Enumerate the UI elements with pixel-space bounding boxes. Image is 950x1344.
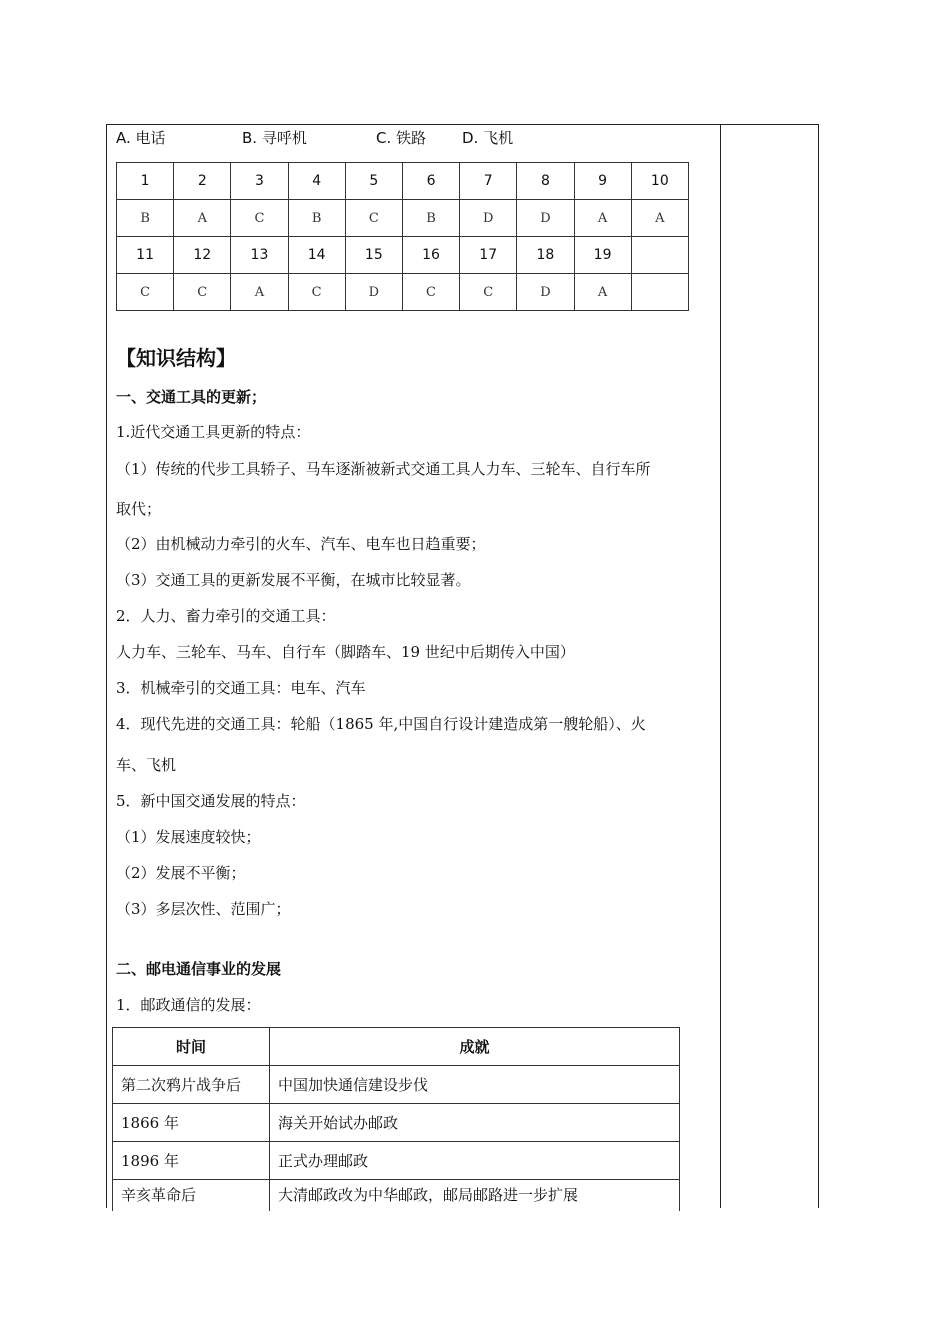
postal-history-table — [112, 1027, 680, 1211]
answer-letter: C — [460, 274, 517, 311]
question-number: 9 — [574, 163, 631, 200]
table-row — [113, 1104, 680, 1142]
answer-letter: B — [402, 200, 459, 237]
answer-letter: A — [631, 200, 688, 237]
option-c: C. 铁路 — [376, 129, 427, 147]
answer-letter: D — [517, 200, 574, 237]
question-number: 18 — [517, 237, 574, 274]
question-number — [631, 237, 688, 274]
text-line: 3．机械牵引的交通工具：电车、汽车 — [116, 679, 366, 697]
answer-letter: A — [574, 200, 631, 237]
section-heading-transport: 一、交通工具的更新； — [116, 388, 267, 406]
time-cell: 辛亥革命后 — [113, 1180, 270, 1211]
text-line: 4．现代先进的交通工具：轮船（1865 年,中国自行设计建造成第一艘轮船）、火 — [116, 715, 646, 733]
text-line: 1．邮政通信的发展： — [116, 996, 261, 1014]
question-number: 12 — [174, 237, 231, 274]
answer-number-row — [117, 163, 689, 200]
question-number: 15 — [345, 237, 402, 274]
table-row — [113, 1066, 680, 1104]
text-line: （1）传统的代步工具轿子、马车逐渐被新式交通工具人力车、三轮车、自行车所 — [116, 460, 651, 478]
question-number: 19 — [574, 237, 631, 274]
achievement-cell: 海关开始试办邮政 — [270, 1104, 680, 1142]
question-number: 14 — [288, 237, 345, 274]
answer-number-row — [117, 237, 689, 274]
achievement-cell: 中国加快通信建设步伐 — [270, 1066, 680, 1104]
section-heading-postal: 二、邮电通信事业的发展 — [116, 960, 282, 978]
answer-letter-row — [117, 200, 689, 237]
answer-letter: B — [288, 200, 345, 237]
question-number: 10 — [631, 163, 688, 200]
answer-letter: A — [231, 274, 288, 311]
text-line: 人力车、三轮车、马车、自行车（脚踏车、19 世纪中后期传入中国） — [116, 643, 575, 661]
time-cell: 第二次鸦片战争后 — [113, 1066, 270, 1104]
question-number: 5 — [345, 163, 402, 200]
answer-letter-row — [117, 274, 689, 311]
table-row — [113, 1142, 680, 1180]
answer-letter: A — [174, 200, 231, 237]
answer-letter: C — [174, 274, 231, 311]
question-number: 6 — [402, 163, 459, 200]
question-number: 8 — [517, 163, 574, 200]
table-row — [113, 1180, 680, 1211]
text-line: 车、飞机 — [116, 756, 177, 774]
text-line: 5．新中国交通发展的特点： — [116, 792, 306, 810]
achievement-cell: 大清邮政改为中华邮政，邮局邮路进一步扩展 — [270, 1180, 680, 1211]
answer-letter: A — [574, 274, 631, 311]
question-number: 16 — [402, 237, 459, 274]
time-cell: 1866 年 — [113, 1104, 270, 1142]
table-header-row — [113, 1028, 680, 1066]
option-a: A. 电话 — [116, 129, 166, 147]
answer-letter: C — [345, 200, 402, 237]
question-number: 17 — [460, 237, 517, 274]
answer-letter: C — [288, 274, 345, 311]
column-divider — [720, 124, 721, 1208]
answer-letter: D — [460, 200, 517, 237]
text-line: （3）多层次性、范围广； — [116, 900, 291, 918]
answer-letter — [631, 274, 688, 311]
answer-letter: B — [117, 200, 174, 237]
answer-letter: C — [402, 274, 459, 311]
text-line: （2）发展不平衡； — [116, 864, 246, 882]
text-line: 1.近代交通工具更新的特点： — [116, 423, 311, 441]
option-d: D. 飞机 — [462, 129, 514, 147]
answer-letter: C — [231, 200, 288, 237]
column-header-achievement: 成就 — [270, 1028, 680, 1066]
text-line: （2）由机械动力牵引的火车、汽车、电车也日趋重要； — [116, 535, 486, 553]
knowledge-structure-title: 【知识结构】 — [116, 346, 236, 370]
question-number: 11 — [117, 237, 174, 274]
question-number: 2 — [174, 163, 231, 200]
text-line: （1）发展速度较快； — [116, 828, 261, 846]
answer-letter: C — [117, 274, 174, 311]
answer-letter: D — [517, 274, 574, 311]
question-number: 7 — [460, 163, 517, 200]
option-b: B. 寻呼机 — [242, 129, 307, 147]
text-line: 2．人力、畜力牵引的交通工具： — [116, 607, 336, 625]
time-cell: 1896 年 — [113, 1142, 270, 1180]
question-number: 1 — [117, 163, 174, 200]
answer-key-table — [116, 162, 689, 311]
text-line: 取代； — [116, 500, 162, 518]
question-number: 4 — [288, 163, 345, 200]
column-header-time: 时间 — [113, 1028, 270, 1066]
question-number: 13 — [231, 237, 288, 274]
achievement-cell: 正式办理邮政 — [270, 1142, 680, 1180]
text-line: （3）交通工具的更新发展不平衡，在城市比较显著。 — [116, 571, 471, 589]
question-number: 3 — [231, 163, 288, 200]
answer-letter: D — [345, 274, 402, 311]
